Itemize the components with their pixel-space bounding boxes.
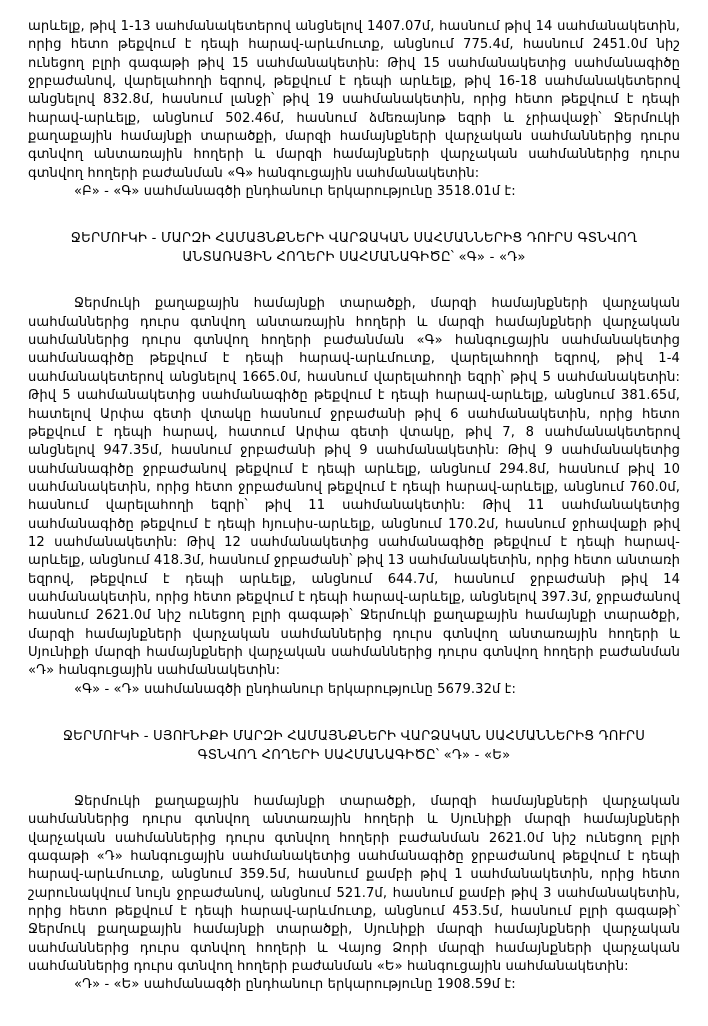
spacer (28, 699, 680, 727)
spacer (28, 267, 680, 295)
document-body (28, 18, 680, 995)
heading-section-d-e (28, 727, 680, 765)
boundary-length-g-d: «Գ» - «Դ» սահմանագծի ընդհանուր երկարությունը 5679.32մ է: (74, 681, 517, 697)
boundary-length-d-e: «Դ» - «Ե» սահմանագծի ընդհանուր երկարությունը 1908.59մ է: (74, 977, 516, 993)
paragraph-continuation: արևելք, թիվ 1-13 սահմանակետերով անցնելով 1407.07մ, հասնում թիվ 14 սահմանակետին, որից հետո թեքվում է դեպի հարավ-արևմուտք, անցնում 775.4մ, հասնում 2451.0մ նիշ ունեցող բլրի գագաթի թիվ 15 սահմանակետին: Թիվ 15 սահմանակետից սահմանագիծը ջրբաժանով, վարելահողի եզրով, թեքվում է դեպի արևելք, թիվ 16-18 սահմանակետերով անցնելով 832.8մ, հասնում լանջի՝ թիվ 19 սահմանակետին, որից հետո թեքվում է դեպի հարավ-արևելք, անցնում 502.46մ, հասնում ձմեռայնոթ եզրի և չրիավաջի՝ Ջերմուկի քաղաքային համայնքի տարածքի, մարզի համայնքների վարչական սահմաններից դուրս գտնվող անտառային հողերի և մարզի համայնքների վարչական սահմաններից դուրս գտնվող հողերի բաժանման «Գ» հանգուցային սահմանակետին: (28, 19, 680, 181)
heading-line-2: ԱՆՏԱՌԱՅԻՆ ՀՈՂԵՐԻ ՍԱՀՄԱՆԱԳԻԾԸ՝ «Գ» - «Դ» (182, 250, 526, 266)
heading-line-1: ՋԵՐՄՈՒԿԻ - ՍՅՈՒՆԻՔԻ ՄԱՐԶԻ ՀԱՄԱՅՆՔՆԵՐԻ ՎԱՐՁԱԿԱՆ ՍԱՀՄԱՆՆԵՐԻՑ ԴՈՒՐՍ (62, 729, 646, 744)
spacer (28, 765, 680, 793)
heading-line-2: ԳՏՆՎՈՂ ՀՈՂԵՐԻ ՍԱՀՄԱՆԱԳԻԾԸ՝ «Դ» - «Ե» (197, 748, 511, 763)
spacer (28, 201, 680, 229)
heading-section-g-d (28, 229, 680, 267)
paragraph-boundary-d-e: Ջերմուկի քաղաքային համայնքի տարածքի, մարզի համայնքների վարչական սահմաններից դուրս գտնվող անտառային հողերի և Սյունիքի մարզի համայնքների վարչական սահմաններից դուրս գտնվող հողերի բաժանման 2621.0մ նիշ ունեցող բլրի գագաթի «Դ» հանգուցային սահմանակետից սահմանագիծը ջրբաժանով թեքվում է դեպի հարավ-արևմուտք, անցնում 359.5մ, հասնում քամբի թիվ 1 սահմանակետին, որից հետո շարունակվում նույն ջրբաժանով, անցնում 521.7մ, հասնում քամբի թիվ 3 սահմանակետին, որից հետո թեքվում է դեպի հարավ-արևմուտք, անցնում 453.5մ, հասնում բլրի գագաթի՝ Ջերմուկ քաղաքային համայնքի տարածքի, Սյունիքի մարզի համայնքների վարչական սահմաններից դուրս գտնվող հողերի և Վայոց Ձորի մարզի համայնքների վարչական սահմաններից դուրս գտնվող հողերի բաժանման «Ե» հանգուցային սահմանակետին: (28, 794, 680, 975)
boundary-length-b-g: «Բ» - «Գ» սահմանագծի ընդհանուր երկարությունը 3518.01մ է: (74, 184, 516, 200)
paragraph-boundary-g-d: Ջերմուկի քաղաքային համայնքի տարածքի, մարզի համայնքների վարչական սահմաններից դուրս գտնվող անտառային հողերի և մարզի համայնքների վարչական սահմաններից դուրս գտնվող հողերի բաժանման «Գ» հանգուցային սահմանակետից սահմանագիծը թեքվում է դեպի հարավ-արևմուտք, վարելահողի եզրով, թիվ 1-4 սահմանակետերով անցնելով 1665.0մ, հասնում վարելահողի եզրի՝ թիվ 5 սահմանակետին: Թիվ 5 սահմանակետից սահմանագիծը թեքվում է դեպի հարավ-արևելք, անցնում 381.65մ, հատելով Արփա գետի վտակը հասնում ջրբաժանի թիվ 6 սահմանակետին, որից հետո թեքվում է դեպի հարավ, հատում Արփա գետի վտակը, թիվ 7, 8 սահմանակետերով անցնելով 947.35մ, հասնում ջրբաժանի թիվ 9 սահմանակետին: Թիվ 9 սահմանակետից սահմանագիծը ջրբաժանով թեքվում է դեպի արևելք, անցնում 294.8մ, հասնում թիվ 10 սահմանակետին, որից հետո ջրբաժանով թեքվում է դեպի հարավ-արևելք, անցնում 760.0մ, հասնում վարելահողի եզրի՝ թիվ 11 սահմանակետին: Թիվ 11 սահմանակետից սահմանագիծը թեքվում է դեպի հյուսիս-արևելք, անցնում 170.2մ, հասնում ջրհավաքի թիվ 12 սահմանակետին: Թիվ 12 սահմանակետից սահմանագիծը թեքվում է դեպի հարավ-արևելք, անցնում 418.3մ, հասնում ջրբաժանի՝ թիվ 13 սահմանակետին, որից հետո անտառի եզրով, թեքվում է դեպի արևելք, անցնում 644.7մ, հասնում ջրբաժանի թիվ 14 սահմանակետին, որից հետո թեքվում է դեպի հարավ-արևելք, անցնելով 397.3մ, ջրբաժանով հասնում 2621.0մ նիշ ունեցող բլրի գագաթի՝ Ջերմուկի քաղաքային համայնքի տարածքի, մարզի համայնքների վարչական սահմաններից դուրս գտնվող անտառային հողերի և Սյունիքի մարզի համայնքների վարչական սահմաններից դուրս գտնվող հողերի բաժանման «Դ» հանգուցային սահմանակետին: (28, 296, 680, 679)
heading-line-1: ՋԵՐՄՈՒԿԻ - ՄԱՐԶԻ ՀԱՄԱՅՆՔՆԵՐԻ ՎԱՐՁԱԿԱՆ ՍԱՀՄԱՆՆԵՐԻՑ ԴՈՒՐՍ ԳՏՆՎՈՂ (70, 231, 638, 247)
